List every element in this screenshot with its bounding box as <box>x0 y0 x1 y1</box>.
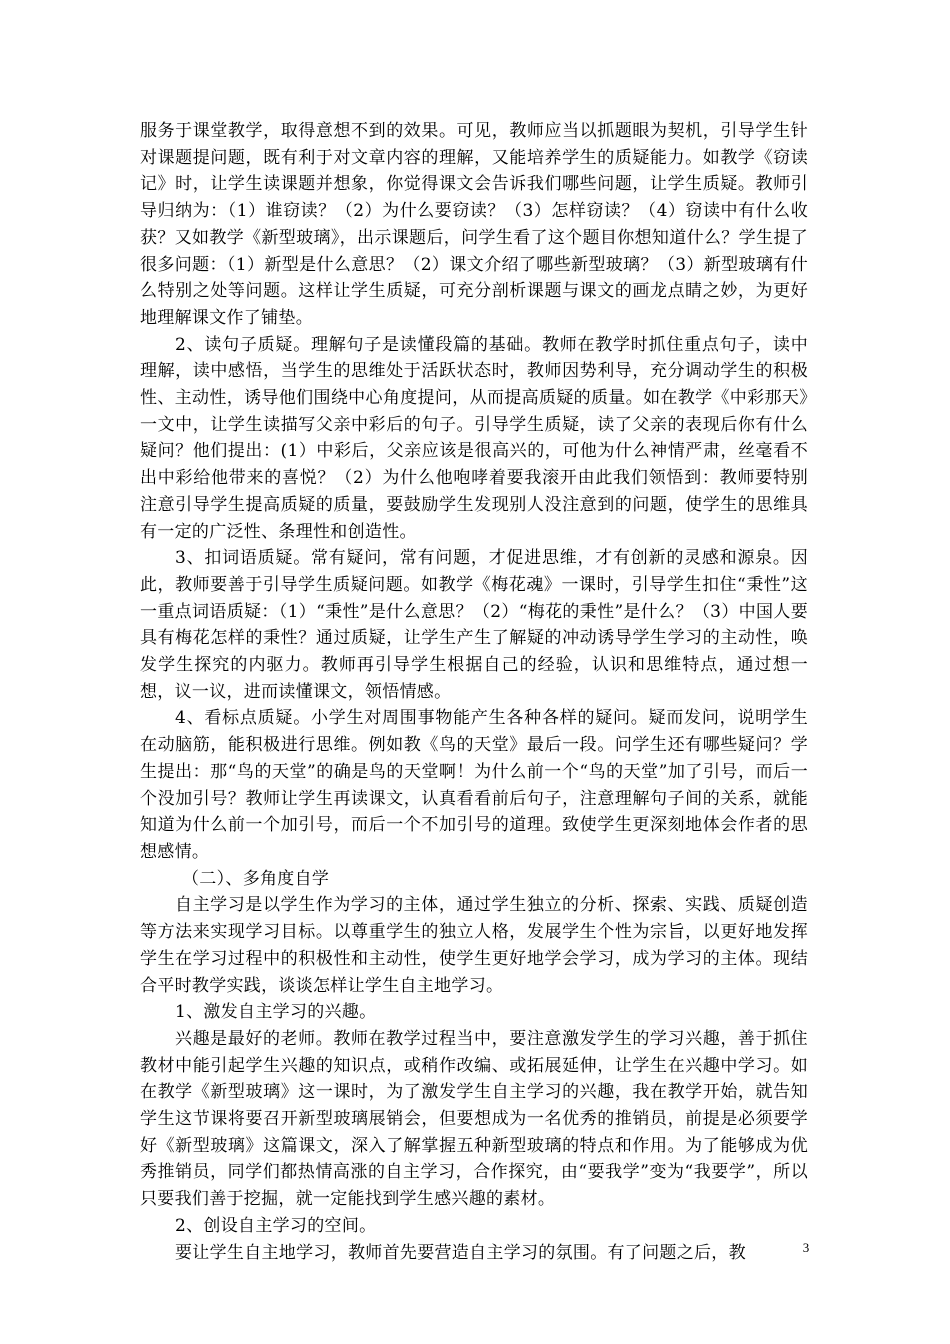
page-number: 3 <box>802 1240 810 1255</box>
section-heading: （二）、多角度自学 <box>182 868 330 889</box>
paragraph-interest: 兴趣是最好的老师。教师在教学过程当中，要注意激发学生的学习兴趣，善于抓住教材中能引起学生兴趣的知识点，或稍作改编、或拓展延伸，让学生在兴趣中学习。如在教学《新型玻璃》这一课时，为了激发学生自主学习的兴趣，我在教学开始，就告知学生这节课将要召开新型玻璃展销会，但要想成为一名优秀的推销员，前提是必须要学好《新型玻璃》这篇课文，深入了解掌握五种新型玻璃的特点和作用。为了能够成为优秀推销员，同学们都热情高涨的自主学习，合作探究，由“要我学”变为“我要学”，所以只要我们善于挖掘，就一定能找到学生感兴趣的素材。 <box>140 1028 808 1210</box>
paragraph-read-sentence: 2、读句子质疑。理解句子是读懂段篇的基础。教师在教学时抓住重点句子，读中理解，读中感悟，当学生的思维处于活跃状态时，教师因势利导，充分调动学生的积极性、主动性，诱导他们围绕中心角度提问，从而提高质疑的质量。如在教学《中彩那天》一文中，让学生读描写父亲中彩后的句子。引导学生质疑，读了父亲的表现后你有什么疑问？他们提出：(1）中彩后，父亲应该是很高兴的，可他为什么神情严肃，丝毫看不出中彩给他带来的喜悦？（2）为什么他咆哮着要我滚开由此我们领悟到：教师要特别注意引导学生提高质疑的质量，要鼓励学生发现别人没注意到的问题，使学生的思维具有一定的广泛性、条理性和创造性。 <box>140 334 808 542</box>
paragraph-space: 要让学生自主地学习，教师首先要营造自主学习的氛围。有了问题之后，教 <box>175 1242 746 1263</box>
body-text <box>140 118 808 1266</box>
subheading-interest: 1、激发自主学习的兴趣。 <box>175 1002 377 1023</box>
paragraph-self-study: 自主学习是以学生作为学习的主体，通过学生独立的分析、探索、实践、质疑创造等方法来实现学习目标。以尊重学生的独立人格，发展学生个性为宗旨，以更好地发挥学生在学习过程中的积极性和主动性，使学生更好地学会学习，成为学习的主体。现结合平时教学实践，谈谈怎样让学生自主地学习。 <box>140 895 808 996</box>
paragraph-word-question: 3、扣词语质疑。常有疑问，常有问题，才促进思维，才有创新的灵感和源泉。因此，教师要善于引导学生质疑问题。如教学《梅花魂》一课时，引导学生扣住“秉性”这一重点词语质疑：（1）“秉性”是什么意思？（2）“梅花的秉性”是什么？（3）中国人要具有梅花怎样的秉性？通过质疑，让学生产生了解疑的冲动诱导学生学习的主动性，唤发学生探究的内驱力。教师再引导学生根据自己的经验，认识和思维特点，通过想一想，议一议，进而读懂课文，领悟情感。 <box>140 548 808 702</box>
subheading-space: 2、创设自主学习的空间。 <box>175 1215 377 1236</box>
paragraph-punctuation-question: 4、看标点质疑。小学生对周围事物能产生各种各样的疑问。疑而发问，说明学生在动脑筋，能积极进行思维。例如教《鸟的天堂》最后一段。问学生还有哪些疑问？学生提出：那“鸟的天堂”的确是鸟的天堂啊！为什么前一个“鸟的天堂”加了引号，而后一个没加引号？教师让学生再读课文，认真看看前后句子，注意理解句子间的关系，就能知道为什么前一个加引号，而后一个不加引号的道理。致使学生更深刻地体会作者的思想感情。 <box>140 708 808 862</box>
paragraph-continued: 服务于课堂教学，取得意想不到的效果。可见，教师应当以抓题眼为契机，引导学生针对课题提问题，既有利于对文章内容的理解，又能培养学生的质疑能力。如教学《窃读记》时，让学生读课题并想象，你觉得课文会告诉我们哪些问题，让学生质疑。教师引导归纳为：（1）谁窃读？（2）为什么要窃读？（3）怎样窃读？（4）窃读中有什么收获？又如教学《新型玻璃》，出示课题后，问学生看了这个题目你想知道什么？学生提了很多问题：（1）新型是什么意思？（2）课文介绍了哪些新型玻璃？（3）新型玻璃有什么特别之处等问题。这样让学生质疑，可充分剖析课题与课文的画龙点睛之妙，为更好地理解课文作了铺垫。 <box>140 121 808 328</box>
